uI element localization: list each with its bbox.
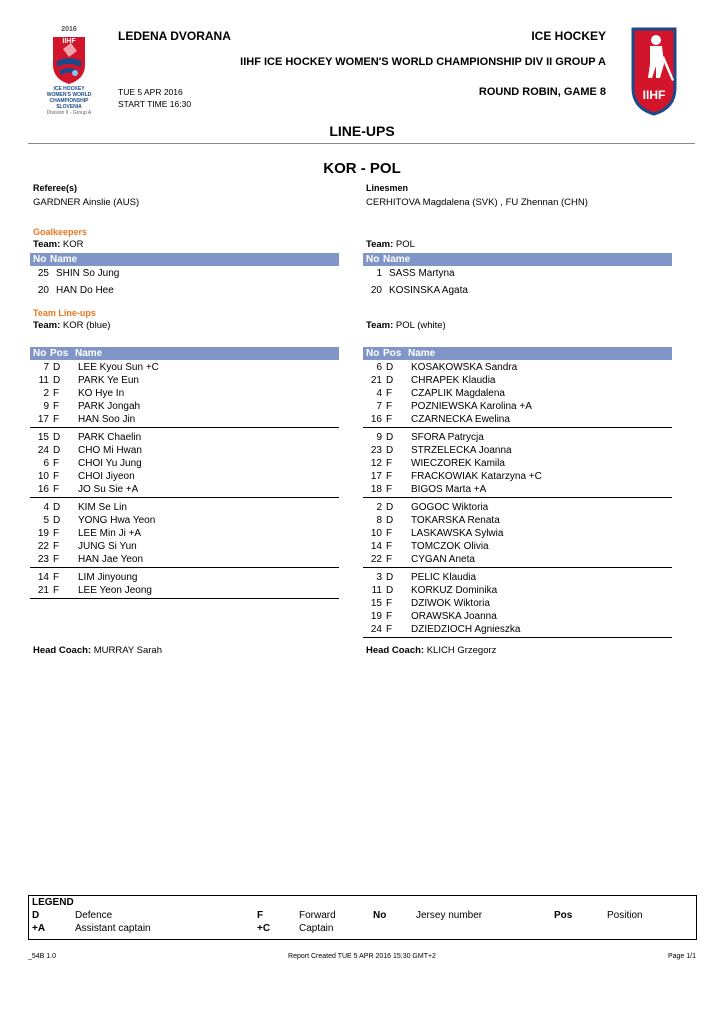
player-name: TOKARSKA Renata bbox=[411, 515, 500, 526]
line-separator bbox=[30, 497, 339, 498]
player-name: SHIN So Jung bbox=[56, 268, 120, 279]
player-name: PARK Chaelin bbox=[78, 432, 142, 443]
jersey-number: 15 bbox=[370, 598, 382, 609]
player-position: D bbox=[53, 362, 61, 373]
name-header: Name bbox=[383, 254, 411, 265]
jersey-number: 25 bbox=[37, 268, 49, 279]
player-name: DZIEDZIOCH Agnieszka bbox=[411, 624, 521, 635]
player-position: F bbox=[53, 414, 60, 425]
player-name: DZIWOK Wiktoria bbox=[411, 598, 490, 609]
jersey-number: 17 bbox=[37, 414, 49, 425]
player-name: KOSAKOWSKA Sandra bbox=[411, 362, 518, 373]
jersey-number: 23 bbox=[370, 445, 382, 456]
player-position: D bbox=[53, 502, 61, 513]
player-row bbox=[366, 597, 666, 610]
player-name: KIM Se Lin bbox=[78, 502, 127, 513]
away-lineup-team: POL (white) bbox=[395, 320, 446, 331]
player-row bbox=[33, 374, 333, 387]
no-header: No bbox=[366, 348, 380, 359]
player-position: D bbox=[53, 432, 61, 443]
player-name: GOGOC Wiktoria bbox=[411, 502, 489, 513]
head-coach-label: Head Coach: bbox=[366, 645, 425, 656]
line-separator bbox=[363, 497, 672, 498]
sport: ICE HOCKEY bbox=[531, 29, 606, 43]
legend-code: F bbox=[257, 910, 264, 921]
jersey-number: 12 bbox=[370, 458, 382, 469]
player-position: D bbox=[386, 515, 394, 526]
player-row bbox=[33, 444, 333, 457]
iihf-logo bbox=[630, 26, 678, 116]
home-head-coach-name: MURRAY Sarah bbox=[93, 645, 162, 656]
player-name: HAN Do Hee bbox=[56, 285, 114, 296]
player-row bbox=[366, 527, 666, 540]
head-coach-label: Head Coach: bbox=[33, 645, 92, 656]
form-code: _54B 1.0 bbox=[28, 953, 57, 960]
no-header: No bbox=[33, 254, 47, 265]
player-row bbox=[366, 470, 666, 483]
iihf-shield-icon bbox=[630, 26, 678, 116]
player-name: PARK Ye Eun bbox=[78, 375, 139, 386]
jersey-number: 4 bbox=[43, 502, 49, 513]
player-position: F bbox=[386, 624, 393, 635]
jersey-number: 11 bbox=[371, 585, 382, 596]
player-name: TOMCZOK Olivia bbox=[411, 541, 489, 552]
jersey-number: 21 bbox=[37, 585, 49, 596]
line-separator bbox=[30, 427, 339, 428]
jersey-number: 2 bbox=[43, 388, 49, 399]
referees: GARDNER Ainslie (AUS) bbox=[33, 197, 140, 208]
player-name: WIECZOREK Kamila bbox=[411, 458, 505, 469]
player-position: F bbox=[53, 585, 60, 596]
home-lineup-label bbox=[33, 320, 110, 331]
jersey-number: 10 bbox=[37, 471, 49, 482]
title-divider bbox=[28, 143, 695, 144]
team-label: Team: bbox=[366, 320, 394, 331]
jersey-number: 6 bbox=[376, 362, 382, 373]
player-position: F bbox=[386, 554, 393, 565]
away-lineup-header bbox=[363, 347, 672, 360]
home-lineup-header bbox=[30, 347, 339, 360]
jersey-number: 20 bbox=[370, 285, 382, 296]
linesmen-label: Linesmen bbox=[366, 183, 409, 193]
jersey-number: 14 bbox=[37, 572, 49, 583]
pos-header: Pos bbox=[50, 348, 69, 359]
player-name: SASS Martyna bbox=[389, 268, 455, 279]
jersey-number: 23 bbox=[37, 554, 49, 565]
jersey-number: 24 bbox=[370, 624, 382, 635]
player-position: D bbox=[53, 445, 61, 456]
goalkeeper-row bbox=[366, 267, 666, 280]
player-row bbox=[366, 540, 666, 553]
away-team-label bbox=[366, 239, 415, 250]
player-name: YONG Hwa Yeon bbox=[78, 515, 156, 526]
player-row bbox=[33, 527, 333, 540]
player-row bbox=[366, 610, 666, 623]
jersey-number: 21 bbox=[370, 375, 382, 386]
championship-logo bbox=[38, 26, 100, 118]
home-team-label bbox=[33, 239, 84, 250]
player-row bbox=[366, 457, 666, 470]
player-name: KO Hye In bbox=[78, 388, 125, 399]
player-position: F bbox=[53, 458, 60, 469]
jersey-number: 10 bbox=[370, 528, 382, 539]
jersey-number: 17 bbox=[370, 471, 382, 482]
player-row bbox=[366, 514, 666, 527]
jersey-number: 6 bbox=[43, 458, 49, 469]
player-name: CHOI Yu Jung bbox=[78, 458, 142, 469]
player-row bbox=[33, 483, 333, 496]
team-lineups-heading: Team Line-ups bbox=[33, 308, 96, 318]
player-position: D bbox=[53, 375, 61, 386]
player-name: CZAPLIK Magdalena bbox=[411, 388, 505, 399]
legend-title: LEGEND bbox=[32, 897, 74, 908]
goalkeepers-heading: Goalkeepers bbox=[33, 227, 88, 237]
player-name: HAN Jae Yeon bbox=[78, 554, 144, 565]
player-row bbox=[366, 374, 666, 387]
jersey-number: 7 bbox=[43, 362, 49, 373]
player-row bbox=[33, 584, 333, 597]
player-row bbox=[366, 400, 666, 413]
jersey-number: 8 bbox=[376, 515, 382, 526]
page-title: LINE-UPS bbox=[329, 123, 395, 139]
jersey-number: 22 bbox=[370, 554, 382, 565]
player-position: D bbox=[386, 585, 394, 596]
jersey-number: 14 bbox=[370, 541, 382, 552]
jersey-number: 22 bbox=[37, 541, 49, 552]
away-head-coach bbox=[366, 645, 496, 656]
player-name: KORKUZ Dominika bbox=[411, 585, 498, 596]
legend-code: No bbox=[373, 910, 387, 921]
player-row bbox=[33, 413, 333, 426]
player-name: LIM Jinyoung bbox=[78, 572, 138, 583]
home-lineup-team: KOR (blue) bbox=[62, 320, 111, 331]
player-name: JUNG Si Yun bbox=[78, 541, 137, 552]
player-position: F bbox=[53, 528, 60, 539]
player-name: LASKAWSKA Sylwia bbox=[411, 528, 504, 539]
iihf-logo-text: IIHF bbox=[642, 88, 666, 102]
venue: LEDENA DVORANA bbox=[118, 29, 231, 43]
player-position: F bbox=[386, 388, 393, 399]
player-position: F bbox=[53, 401, 60, 412]
player-name: CHRAPEK Klaudia bbox=[411, 375, 496, 386]
line-separator bbox=[363, 637, 672, 638]
player-position: F bbox=[386, 541, 393, 552]
legend-desc: Forward bbox=[299, 910, 336, 921]
player-name: SFORA Patrycja bbox=[411, 432, 484, 443]
player-name: POZNIEWSKA Karolina +A bbox=[411, 401, 532, 412]
goalkeeper-row bbox=[366, 284, 666, 297]
player-row bbox=[366, 431, 666, 444]
legend-box bbox=[28, 895, 697, 940]
player-position: D bbox=[53, 515, 61, 526]
logo-line: Division II - Group A bbox=[46, 110, 92, 116]
player-row bbox=[366, 571, 666, 584]
legend-desc: Jersey number bbox=[416, 910, 483, 921]
player-position: D bbox=[386, 375, 394, 386]
jersey-number: 16 bbox=[37, 484, 49, 495]
home-head-coach bbox=[33, 645, 162, 656]
pos-header: Pos bbox=[383, 348, 402, 359]
player-name: KOSINSKA Agata bbox=[389, 285, 468, 296]
player-name: FRACKOWIAK Katarzyna +C bbox=[411, 471, 542, 482]
player-row bbox=[366, 584, 666, 597]
player-position: F bbox=[386, 414, 393, 425]
jersey-number: 7 bbox=[376, 401, 382, 412]
player-name: BIGOS Marta +A bbox=[411, 484, 487, 495]
jersey-number: 24 bbox=[37, 445, 49, 456]
jersey-number: 18 bbox=[370, 484, 382, 495]
line-separator bbox=[30, 598, 339, 599]
team-label: Team: bbox=[33, 239, 61, 250]
game-date: TUE 5 APR 2016 bbox=[118, 87, 183, 97]
player-position: F bbox=[53, 572, 60, 583]
logo-year: 2016 bbox=[61, 26, 77, 33]
player-row bbox=[366, 361, 666, 374]
jersey-number: 19 bbox=[37, 528, 49, 539]
player-row bbox=[33, 540, 333, 553]
player-name: CHO Mi Hwan bbox=[78, 445, 142, 456]
player-name: LEE Yeon Jeong bbox=[78, 585, 152, 596]
start-time: START TIME 16:30 bbox=[118, 99, 192, 109]
player-name: JO Su Sie +A bbox=[78, 484, 139, 495]
name-header: Name bbox=[50, 254, 78, 265]
away-team-code: POL bbox=[395, 239, 415, 250]
name-header: Name bbox=[75, 348, 103, 359]
line-separator bbox=[363, 427, 672, 428]
player-position: F bbox=[386, 611, 393, 622]
team-label: Team: bbox=[33, 320, 61, 331]
line-separator bbox=[363, 567, 672, 568]
legend-code: D bbox=[32, 910, 40, 921]
away-lineup-label bbox=[366, 320, 446, 331]
championship-name: IIHF ICE HOCKEY WOMEN'S WORLD CHAMPIONSHIP DIV II GROUP A bbox=[240, 56, 606, 68]
player-position: F bbox=[386, 471, 393, 482]
report-created: Report Created TUE 5 APR 2016 15:30 GMT+2 bbox=[288, 953, 436, 960]
matchup: KOR - POL bbox=[323, 160, 401, 177]
legend-desc: Defence bbox=[75, 910, 113, 921]
player-name: HAN Soo Jin bbox=[78, 414, 136, 425]
player-position: D bbox=[386, 445, 394, 456]
player-row bbox=[366, 483, 666, 496]
away-goalkeepers-header bbox=[363, 253, 672, 266]
player-position: F bbox=[386, 458, 393, 469]
logo-brand: IIHF bbox=[62, 38, 76, 45]
player-row bbox=[366, 553, 666, 566]
player-name: CZARNECKA Ewelina bbox=[411, 414, 510, 425]
jersey-number: 9 bbox=[43, 401, 49, 412]
home-team-code: KOR bbox=[62, 239, 84, 250]
player-position: F bbox=[53, 471, 60, 482]
player-row bbox=[33, 571, 333, 584]
jersey-number: 1 bbox=[376, 268, 382, 279]
player-row bbox=[33, 400, 333, 413]
player-position: D bbox=[386, 572, 394, 583]
home-goalkeepers-header bbox=[30, 253, 339, 266]
linesmen: CERHITOVA Magdalena (SVK) , FU Zhennan (CHN) bbox=[366, 197, 588, 208]
jersey-number: 11 bbox=[38, 375, 49, 386]
goalkeeper-row bbox=[33, 284, 333, 297]
referees-label: Referee(s) bbox=[33, 183, 78, 193]
legend-code: +A bbox=[32, 923, 46, 934]
jersey-number: 9 bbox=[376, 432, 382, 443]
no-header: No bbox=[366, 254, 380, 265]
logo-line: CHAMPIONSHIP bbox=[49, 98, 89, 104]
player-row bbox=[33, 387, 333, 400]
legend-desc: Captain bbox=[299, 923, 334, 934]
player-row bbox=[33, 431, 333, 444]
player-position: F bbox=[386, 484, 393, 495]
player-name: STRZELECKA Joanna bbox=[411, 445, 512, 456]
game-info: ROUND ROBIN, GAME 8 bbox=[478, 86, 606, 98]
goalkeeper-row bbox=[33, 267, 333, 280]
player-position: F bbox=[53, 554, 60, 565]
jersey-number: 5 bbox=[43, 515, 49, 526]
logo-line: WOMEN'S WORLD bbox=[46, 92, 92, 98]
player-name: CYGAN Aneta bbox=[411, 554, 475, 565]
player-row bbox=[366, 444, 666, 457]
player-name: LEE Min Ji +A bbox=[78, 528, 142, 539]
legend-code: Pos bbox=[554, 910, 573, 921]
page-number: Page 1/1 bbox=[667, 953, 696, 960]
player-row bbox=[366, 387, 666, 400]
player-row bbox=[366, 623, 666, 636]
line-separator bbox=[30, 567, 339, 568]
player-position: F bbox=[53, 388, 60, 399]
player-name: PELIC Klaudia bbox=[411, 572, 477, 583]
logo-line: SLOVENIA bbox=[56, 104, 82, 110]
player-position: D bbox=[386, 432, 394, 443]
player-row bbox=[33, 553, 333, 566]
logo-line: ICE HOCKEY bbox=[53, 86, 85, 92]
player-row bbox=[33, 457, 333, 470]
player-position: D bbox=[386, 502, 394, 513]
jersey-number: 2 bbox=[376, 502, 382, 513]
player-position: F bbox=[386, 528, 393, 539]
player-position: D bbox=[386, 362, 394, 373]
player-row bbox=[366, 413, 666, 426]
legend-desc: Assistant captain bbox=[75, 923, 151, 934]
player-name: PARK Jongah bbox=[78, 401, 141, 412]
player-row bbox=[33, 470, 333, 483]
player-row bbox=[33, 361, 333, 374]
logo-text bbox=[38, 86, 100, 116]
jersey-number: 16 bbox=[370, 414, 382, 425]
player-row bbox=[33, 501, 333, 514]
player-position: F bbox=[53, 541, 60, 552]
away-head-coach-name: KLICH Grzegorz bbox=[426, 645, 497, 656]
player-row bbox=[366, 501, 666, 514]
legend-desc: Position bbox=[607, 910, 643, 921]
jersey-number: 19 bbox=[370, 611, 382, 622]
player-name: ORAWSKA Joanna bbox=[411, 611, 497, 622]
legend-code: +C bbox=[257, 923, 271, 934]
jersey-number: 20 bbox=[37, 285, 49, 296]
jersey-number: 4 bbox=[376, 388, 382, 399]
player-position: F bbox=[53, 484, 60, 495]
team-label: Team: bbox=[366, 239, 394, 250]
player-position: F bbox=[386, 598, 393, 609]
jersey-number: 15 bbox=[37, 432, 49, 443]
player-position: F bbox=[386, 401, 393, 412]
no-header: No bbox=[33, 348, 47, 359]
player-name: LEE Kyou Sun +C bbox=[78, 362, 159, 373]
player-name: CHOI Jiyeon bbox=[78, 471, 135, 482]
jersey-number: 3 bbox=[376, 572, 382, 583]
player-row bbox=[33, 514, 333, 527]
name-header: Name bbox=[408, 348, 436, 359]
